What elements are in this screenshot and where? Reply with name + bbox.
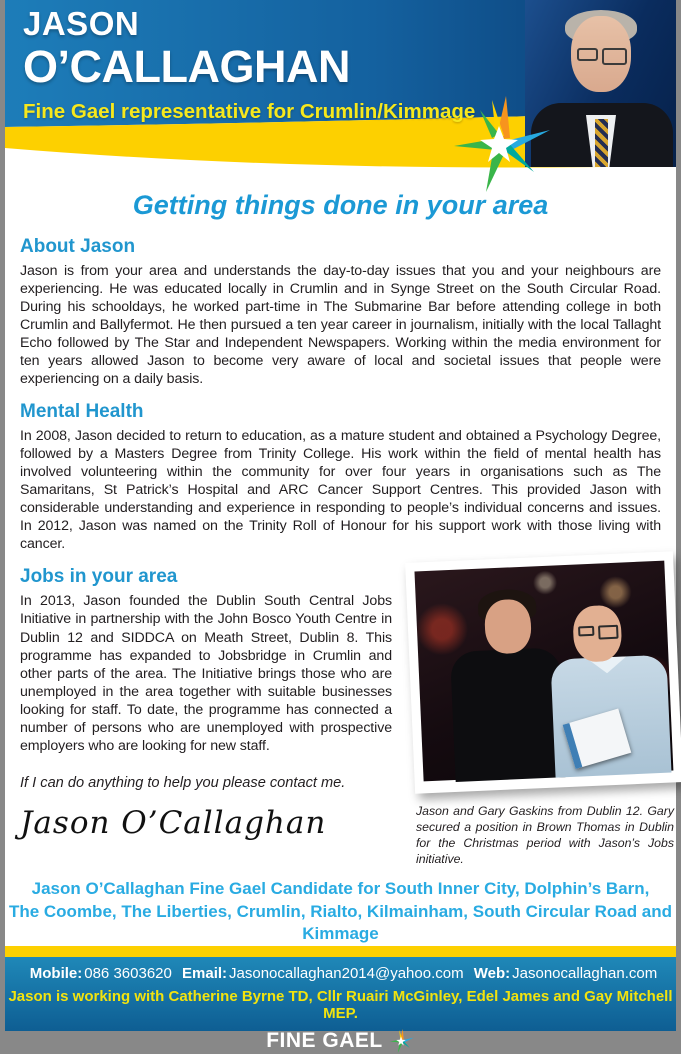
section-body-mental-health: In 2008, Jason decided to return to education, as a mature student and obtained a Psychology Degree, followed by a Masters Degree from Trinity College. His work within the field of mental health has involved volunteering within the community for over four years in organisations such as The Samaritans, St Patrick’s Hospital and ARC Cancer Support Centres. This provided Jason with considerable understanding and experience in responding to people’s individual concerns and issues. In 2012, Jason was named on the Trinity Roll of Honour for his support work with those living with cancer. xyxy=(20,428,661,553)
photo-caption: Jason and Gary Gaskins from Dublin 12. Gary secured a position in Brown Thomas in Dublin for the Christmas period with Jason’s Jobs initiative. xyxy=(416,804,674,867)
fine-gael-logo xyxy=(5,1028,676,1054)
gary-body xyxy=(450,648,566,783)
email-label: Email: xyxy=(182,964,228,982)
main-content xyxy=(5,223,676,868)
footer xyxy=(5,946,676,1052)
jobs-row xyxy=(20,553,674,868)
footer-band xyxy=(5,957,676,1052)
last-name-title: O’CALLAGHAN xyxy=(23,41,350,92)
fine-gael-logo-text: FINE GAEL xyxy=(266,1028,383,1052)
contact-line xyxy=(5,965,676,982)
web-value: Jasonocallaghan.com xyxy=(512,964,658,982)
jobs-photo-column xyxy=(392,553,678,868)
candidate-banner-line2: The Coombe, The Liberties, Crumlin, Rialto, Kilmainham, South Circular Road and Kimmage xyxy=(8,901,673,944)
jobs-photo-scene xyxy=(414,561,673,782)
web-label: Web: xyxy=(473,964,511,982)
hero-tagline: Fine Gael representative for Crumlin/Kimmage xyxy=(23,100,476,123)
portrait-tie xyxy=(595,119,608,167)
portrait-glasses xyxy=(577,48,598,61)
section-body-jobs: In 2013, Jason founded the Dublin South Central Jobs Initiative in partnership with the John Bosco Youth Centre in Dublin 12 and SIDDCA on Meath Street, Dublin 8. This programme has expanded to Jobsbridge in Crumlin and other parts of the area. The Initiative brings those who are unemployed in the area together with suitable businesses looking for staff. To date, the programme has connected a number of persons who are unemployed with prospective employers who are looking for new staff. xyxy=(20,593,392,754)
hero-header xyxy=(5,0,676,170)
page-headline: Getting things done in your area xyxy=(132,190,549,220)
section-title-about: About Jason xyxy=(20,236,136,257)
section-about-jason xyxy=(20,236,661,388)
mobile-value: 086 3603620 xyxy=(84,964,172,982)
fine-gael-logo-star-icon xyxy=(387,1028,415,1054)
jason-glasses xyxy=(578,626,594,637)
jobs-text-column xyxy=(20,553,392,868)
contact-cta-line: If I can do anything to help you please contact me. xyxy=(20,774,346,791)
fine-gael-star-icon xyxy=(446,92,552,196)
section-title-mental-health: Mental Health xyxy=(20,401,144,423)
yellow-divider xyxy=(5,946,676,957)
first-name-title: JASON xyxy=(23,5,140,42)
leaflet-page xyxy=(5,0,676,1052)
section-mental-health xyxy=(20,401,661,553)
working-with-line: Jason is working with Catherine Byrne TD, Cllr Ruairi McGinley, Edel James and Gay Mitchell MEP. xyxy=(8,987,673,1022)
email-value: Jasonocallaghan2014@yahoo.com xyxy=(229,964,464,982)
jobs-photo xyxy=(405,552,681,794)
jason-signature: Jason O’Callaghan xyxy=(20,804,327,841)
candidate-banner xyxy=(5,878,676,945)
section-title-jobs: Jobs in your area xyxy=(20,566,178,588)
candidate-banner-line1: Jason O’Callaghan Fine Gael Candidate for South Inner City, Dolphin’s Barn, xyxy=(31,879,650,899)
section-body-about: Jason is from your area and understands the day-to-day issues that you and your neighbours are experiencing. He was educated locally in Crumlin and in Synge Street on the South Circular Road. During his schooldays, he worked part-time in The Submarine Bar before attending college in both Crumlin and Ballyfermot. He then pursued a ten year career in journalism, initially with the local Tallaght Echo followed by The Star and Independent Newspapers. Working within the media environment for ten years allowed Jason to become very aware of local and societal issues that people were experiencing on a daily basis. xyxy=(20,263,661,388)
mobile-label: Mobile: xyxy=(29,964,83,982)
hero-title-block xyxy=(23,5,475,124)
gary-face xyxy=(484,599,532,655)
